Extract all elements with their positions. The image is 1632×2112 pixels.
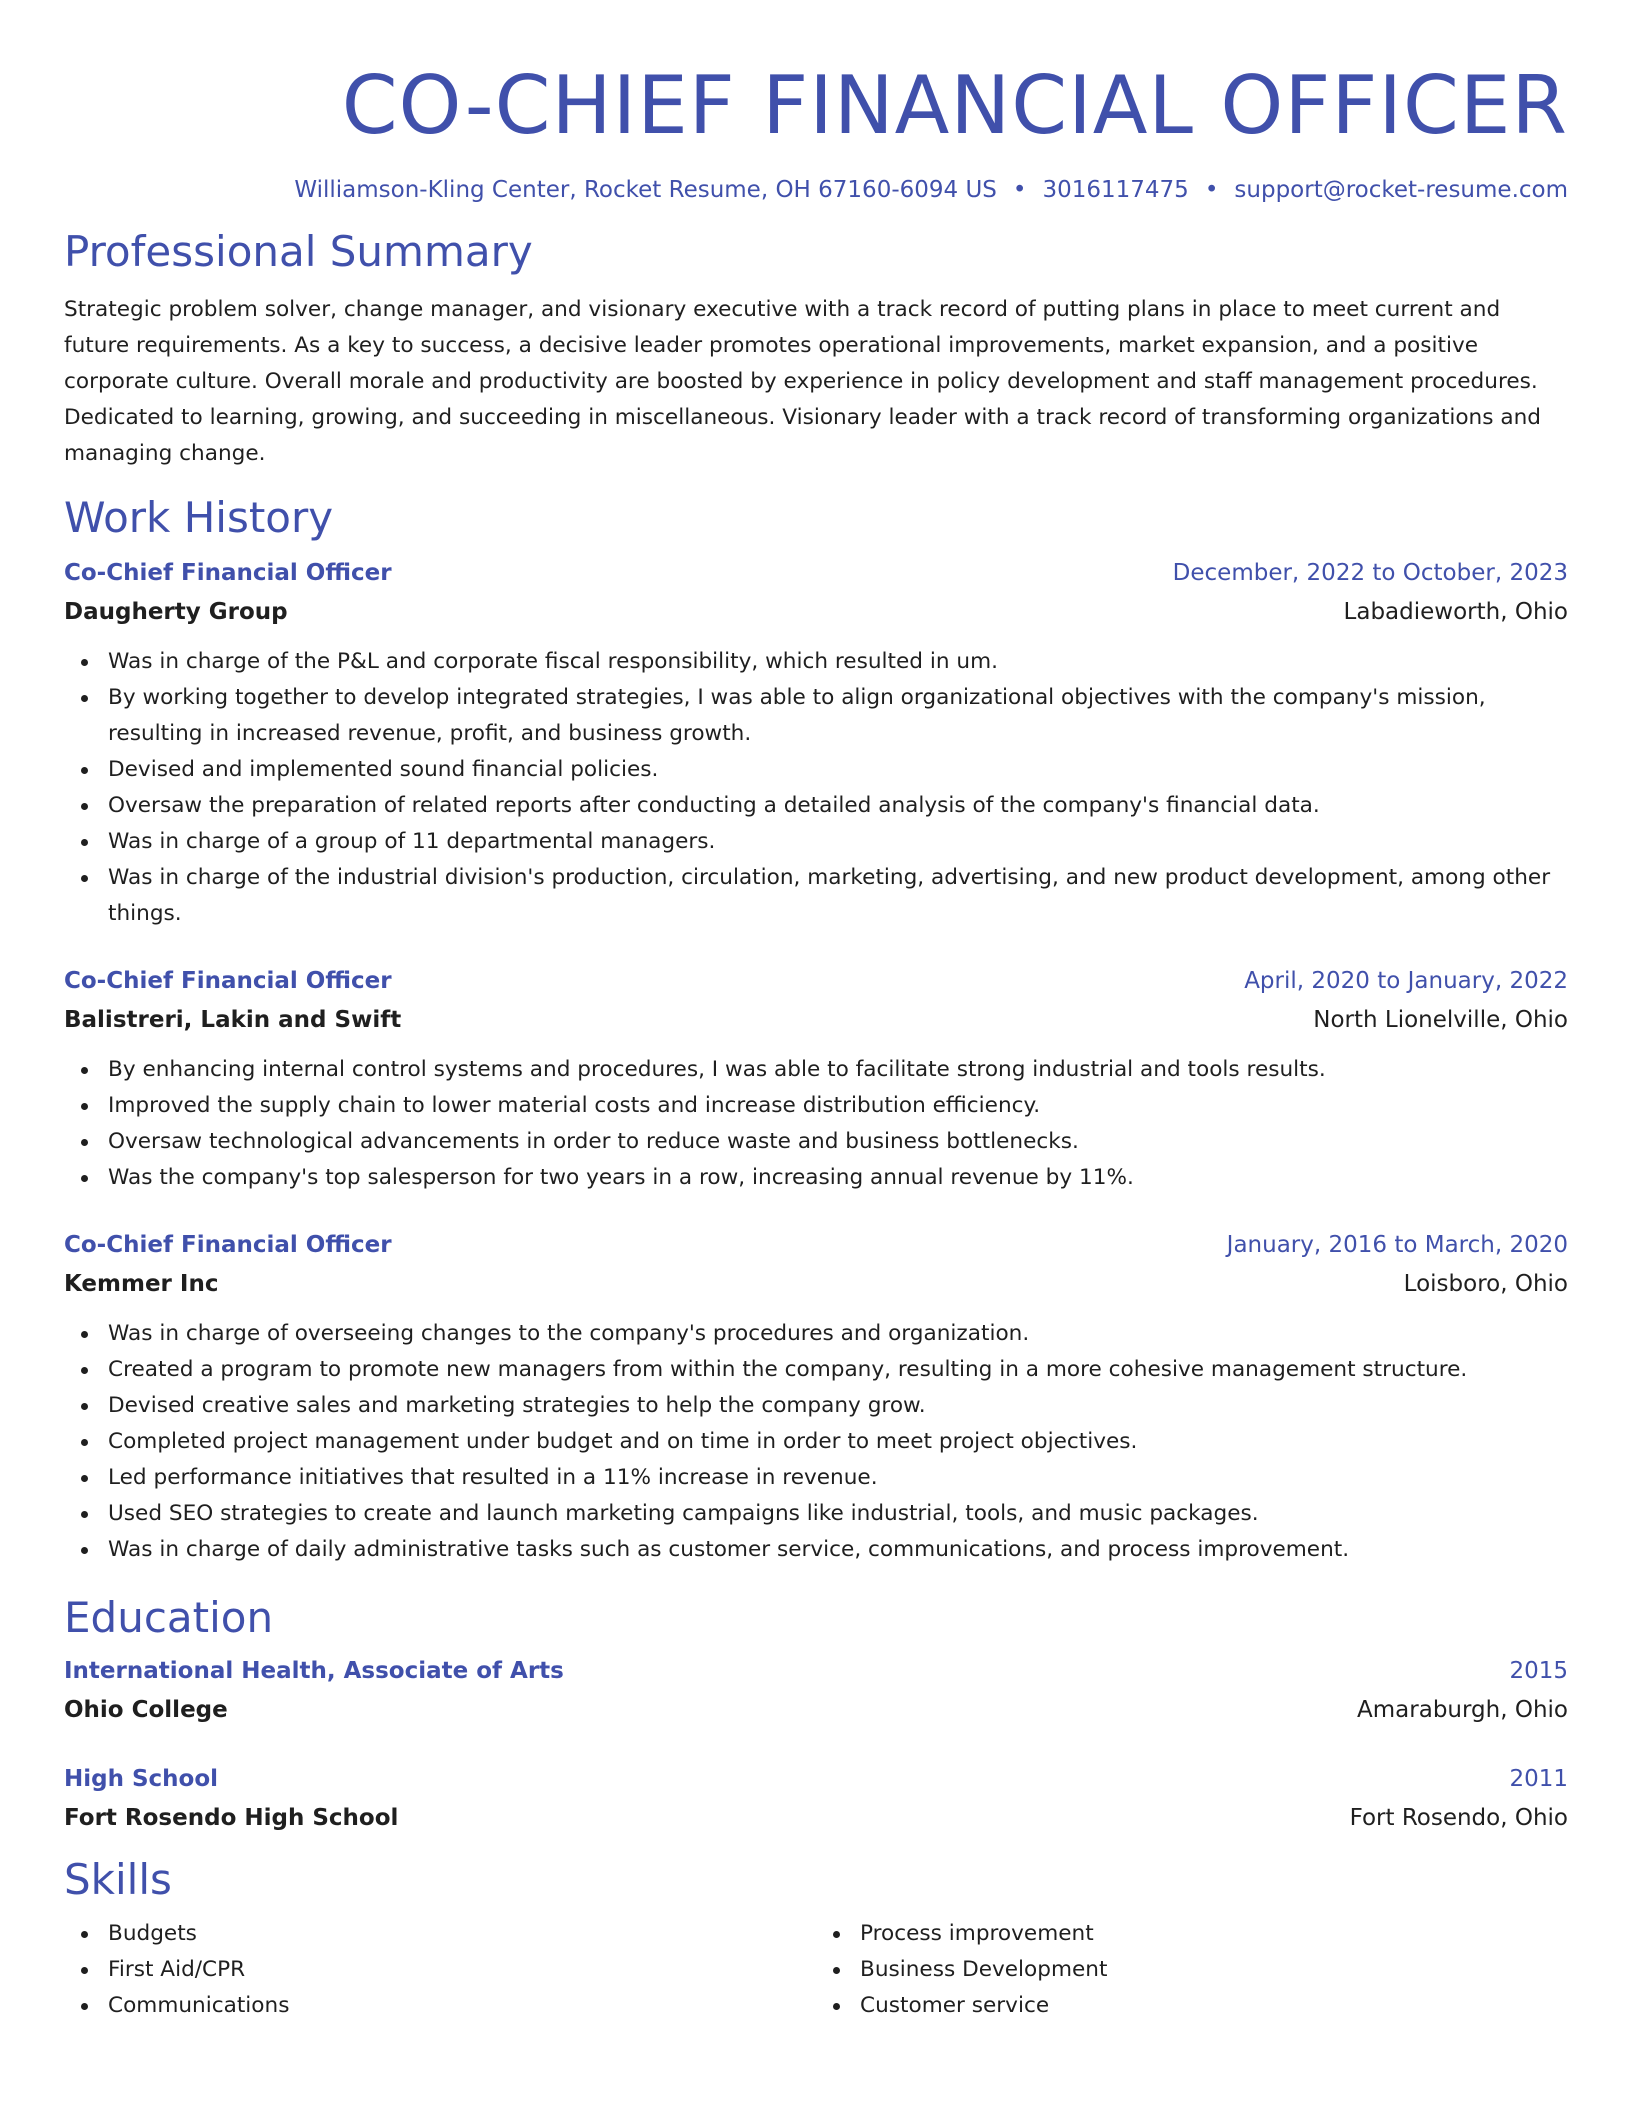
- education-section: [64, 1592, 1568, 1838]
- list-item: Was in charge of the industrial division's production, circulation, marketing, advertising, and new product development, among other things.: [108, 860, 1568, 932]
- education-school-row: [64, 1798, 1568, 1838]
- contact-line: [64, 174, 1568, 206]
- contact-separator: •: [1012, 177, 1027, 203]
- list-item: Used SEO strategies to create and launch marketing campaigns like industrial, tools, and music packages.: [108, 1496, 1568, 1532]
- list-item: Improved the supply chain to lower material costs and increase distribution efficiency.: [108, 1088, 1568, 1124]
- list-item: Created a program to promote new managers from within the company, resulting in a more cohesive management structure.: [108, 1352, 1568, 1388]
- list-item: Completed project management under budget and on time in order to meet project objectives.: [108, 1424, 1568, 1460]
- skill-item: Communications: [108, 1988, 816, 2024]
- section-title-summary: Professional Summary: [64, 227, 533, 276]
- contact-separator: •: [1204, 177, 1219, 203]
- skills-list-left: [64, 1916, 816, 2024]
- education-location: Amaraburgh, Ohio: [1357, 1697, 1568, 1723]
- skills-section: [64, 1854, 1568, 2024]
- job-location: Labadieworth, Ohio: [1343, 599, 1568, 625]
- skill-item: Process improvement: [860, 1916, 1568, 1952]
- list-item: Devised and implemented sound financial policies.: [108, 752, 1568, 788]
- education-school: Fort Rosendo High School: [64, 1805, 399, 1831]
- education-degree: High School: [64, 1766, 219, 1792]
- job-company: Kemmer Inc: [64, 1271, 219, 1297]
- work-history-section: [64, 492, 1568, 1568]
- section-title-education: Education: [64, 1593, 274, 1642]
- education-header-row: [64, 1760, 1568, 1798]
- skill-item: Customer service: [860, 1988, 1568, 2024]
- section-title-work-history: Work History: [64, 493, 334, 542]
- education-year: 2011: [1509, 1766, 1568, 1792]
- resume-title: CO-CHIEF FINANCIAL OFFICER: [341, 59, 1568, 152]
- list-item: Was in charge of overseeing changes to the company's procedures and organization.: [108, 1316, 1568, 1352]
- summary-section: [64, 226, 1568, 472]
- list-item: By enhancing internal control systems and procedures, I was able to facilitate strong industrial and tools results.: [108, 1052, 1568, 1088]
- job-location: Loisboro, Ohio: [1403, 1271, 1568, 1297]
- education-entry: [64, 1760, 1568, 1838]
- job-company-row: [64, 1264, 1568, 1304]
- job-bullets: [64, 1316, 1568, 1568]
- job-entry: [64, 1226, 1568, 1568]
- summary-text: Strategic problem solver, change manager, and visionary executive with a track record of putting plans in place to meet current and future requirements. As a key to success, a decisive leader promotes operational improvements, market expansion, and a positive corporate culture. Overall morale and productivity are boosted by experience in policy development and staff management procedures. Dedicated to learning, growing, and succeeding in miscellaneous. Visionary leader with a track record of transforming organizations and managing change.: [64, 297, 1541, 466]
- list-item: Oversaw the preparation of related reports after conducting a detailed analysis of the company's financial data.: [108, 788, 1568, 824]
- job-company: Balistreri, Lakin and Swift: [64, 1007, 402, 1033]
- job-company-row: [64, 1000, 1568, 1040]
- education-year: 2015: [1509, 1658, 1568, 1684]
- list-item: Devised creative sales and marketing strategies to help the company grow.: [108, 1388, 1568, 1424]
- skills-columns: [64, 1916, 1568, 2024]
- skills-list-right: [816, 1916, 1568, 2024]
- job-header-row: [64, 554, 1568, 592]
- section-title-skills: Skills: [64, 1855, 172, 1904]
- education-degree: International Health, Associate of Arts: [64, 1658, 564, 1684]
- job-company: Daugherty Group: [64, 599, 288, 625]
- contact-phone: 3016117475: [1042, 177, 1189, 203]
- job-bullets: [64, 644, 1568, 932]
- job-dates: December, 2022 to October, 2023: [1172, 560, 1568, 586]
- resume-page: [64, 0, 1568, 2024]
- list-item: Was in charge of daily administrative tasks such as customer service, communications, and process improvement.: [108, 1532, 1568, 1568]
- job-title: Co-Chief Financial Officer: [64, 968, 392, 994]
- list-item: By working together to develop integrated strategies, I was able to align organizational objectives with the company's mission, resulting in increased revenue, profit, and business growth.: [108, 680, 1568, 752]
- skill-item: Business Development: [860, 1952, 1568, 1988]
- education-entry: [64, 1652, 1568, 1730]
- job-title: Co-Chief Financial Officer: [64, 560, 392, 586]
- job-dates: April, 2020 to January, 2022: [1244, 968, 1568, 994]
- list-item: Led performance initiatives that resulted in a 11% increase in revenue.: [108, 1460, 1568, 1496]
- job-bullets: [64, 1052, 1568, 1196]
- contact-address: Williamson-Kling Center, Rocket Resume, OH 67160-6094 US: [294, 177, 997, 203]
- job-entry: [64, 554, 1568, 932]
- job-header-row: [64, 962, 1568, 1000]
- job-header-row: [64, 1226, 1568, 1264]
- education-school: Ohio College: [64, 1697, 228, 1723]
- list-item: Oversaw technological advancements in order to reduce waste and business bottlenecks.: [108, 1124, 1568, 1160]
- skill-item: Budgets: [108, 1916, 816, 1952]
- job-company-row: [64, 592, 1568, 632]
- job-dates: January, 2016 to March, 2020: [1226, 1232, 1568, 1258]
- education-school-row: [64, 1690, 1568, 1730]
- job-location: North Lionelville, Ohio: [1313, 1007, 1568, 1033]
- education-header-row: [64, 1652, 1568, 1690]
- list-item: Was in charge of the P&L and corporate fiscal responsibility, which resulted in um.: [108, 644, 1568, 680]
- job-entry: [64, 962, 1568, 1196]
- contact-email: support@rocket-resume.com: [1234, 177, 1568, 203]
- education-location: Fort Rosendo, Ohio: [1349, 1805, 1568, 1831]
- skill-item: First Aid/CPR: [108, 1952, 816, 1988]
- job-title: Co-Chief Financial Officer: [64, 1232, 392, 1258]
- list-item: Was in charge of a group of 11 departmental managers.: [108, 824, 1568, 860]
- list-item: Was the company's top salesperson for two years in a row, increasing annual revenue by 11%.: [108, 1160, 1568, 1196]
